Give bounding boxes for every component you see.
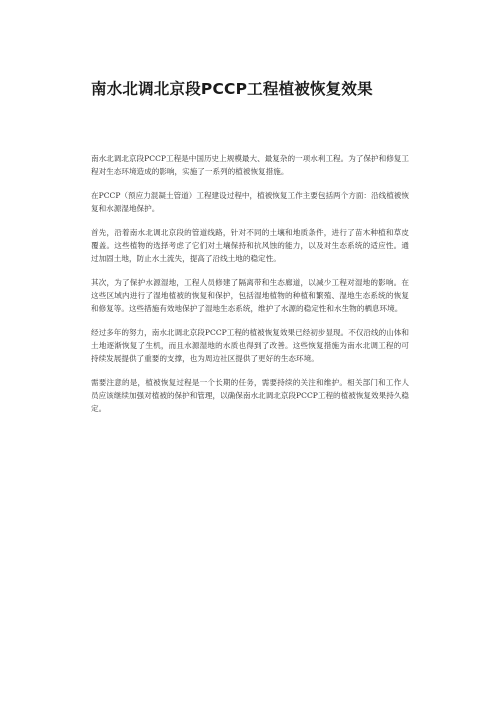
paragraph-route-vegetation: 首先，沿着南水北调北京段的管道线路，针对不同的土壤和地质条件，进行了苗木种植和草皮覆盖。这些植物的选择考虑了它们对土壤保持和抗风蚀的能力，以及对生态系统的适应性。通过加固土地，防止水土流失，提高了沿线土地的稳定性。 bbox=[91, 228, 409, 263]
document-title: 南水北调北京段PCCP工程植被恢复效果 bbox=[91, 80, 373, 98]
document-body bbox=[91, 152, 409, 426]
paragraph-results: 经过多年的努力，南水北调北京段PCCP工程的植被恢复效果已经初步显现。不仅沿线的山体和土地逐渐恢复了生机，而且水源湿地的水质也得到了改善。这些恢复措施为南水北调工程的可持续发展提供了重要的支撑，也为周边社区提供了更好的生态环境。 bbox=[91, 328, 409, 363]
paragraph-wetland-protection: 其次，为了保护水源湿地，工程人员修建了隔离带和生态廊道，以减少工程对湿地的影响。在这些区域内进行了湿地植被的恢复和保护，包括湿地植物的种植和繁殖、湿地生态系统的恢复和修复等。这些措施有效地保护了湿地生态系统，维护了水源的稳定性和水生物的栖息环境。 bbox=[91, 278, 409, 313]
paragraph-intro: 南水北调北京段PCCP工程是中国历史上规模最大、最复杂的一项水利工程。为了保护和修复工程对生态环境造成的影响，实施了一系列的植被恢复措施。 bbox=[91, 154, 409, 176]
paragraph-conclusion: 需要注意的是，植被恢复过程是一个长期的任务，需要持续的关注和维护。相关部门和工作人员应该继续加强对植被的保护和管理，以确保南水北调北京段PCCP工程的植被恢复效果持久稳定。 bbox=[91, 378, 409, 413]
paragraph-overview: 在PCCP（预应力混凝土管道）工程建设过程中，植被恢复工作主要包括两个方面：沿线植被恢复和水源湿地保护。 bbox=[91, 191, 409, 213]
